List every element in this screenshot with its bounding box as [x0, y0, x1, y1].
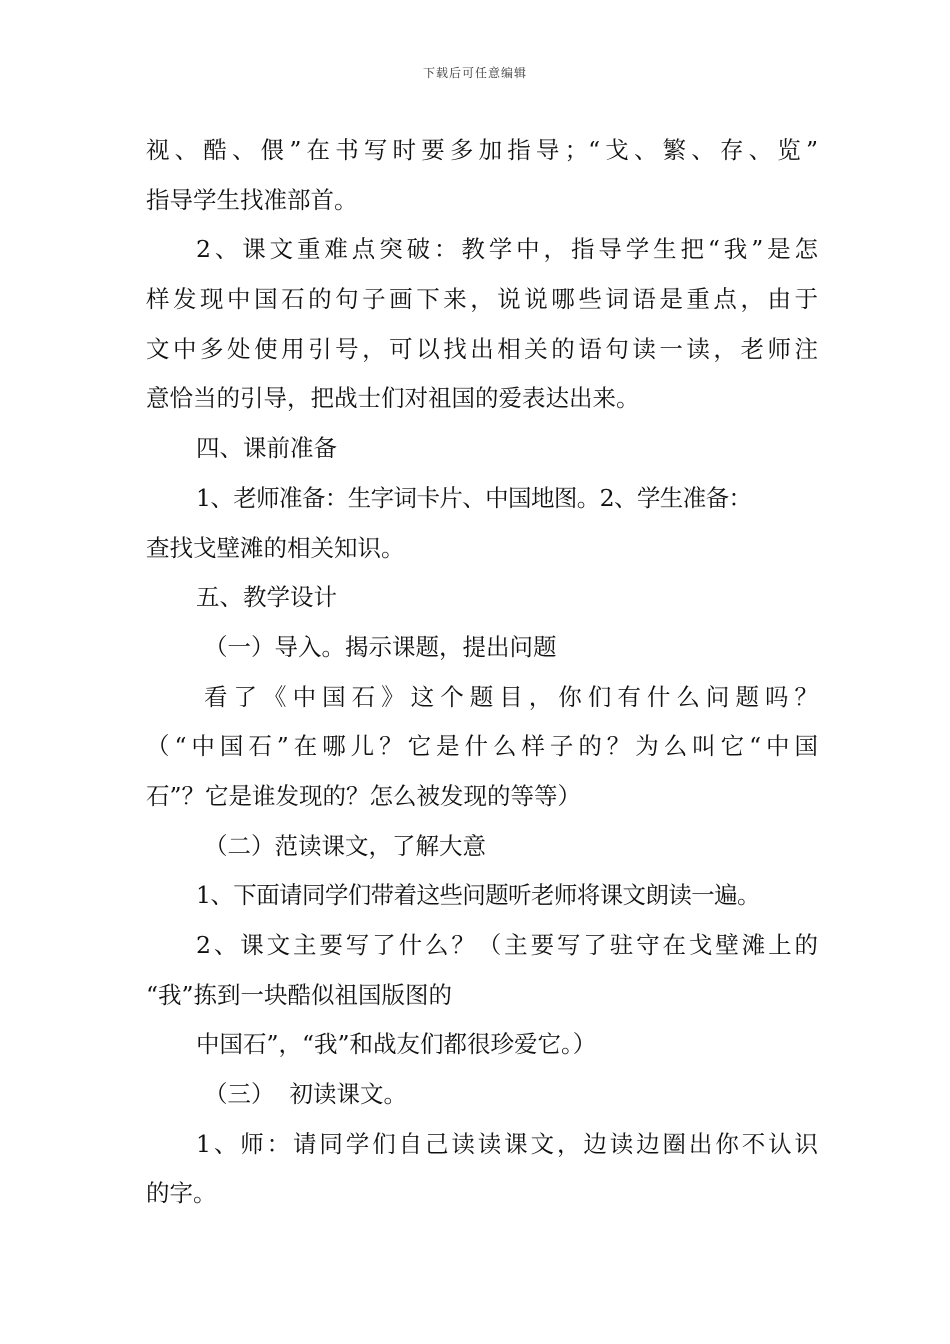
page-header: 下载后可任意编辑	[422, 66, 527, 80]
text-line: 2、课文重难点突破：教学中，指导学生把“我”是怎	[196, 235, 818, 264]
text-line: 1、师：请同学们自己读读课文，边读边圈出你不认识	[196, 1129, 818, 1158]
text-line: 指导学生找准部首。	[146, 185, 358, 214]
section-heading: 四、课前准备	[196, 434, 337, 463]
subsection-heading: （一）导入。揭示课题，提出问题	[204, 632, 557, 661]
text-line: 视、酷、偎”在书写时要多加指导；“戈、繁、存、览”	[146, 136, 818, 164]
text-line: 2、课文主要写了什么？（主要写了驻守在戈壁滩上的	[196, 931, 818, 959]
text-line: 意恰当的引导，把战士们对祖国的爱表达出来。	[146, 384, 640, 413]
text-line: 1、下面请同学们带着这些问题听老师将课文朗读一遍。	[196, 881, 760, 910]
text-line: 样发现中国石的句子画下来，说说哪些词语是重点，由于	[146, 285, 818, 314]
subsection-heading: （三） 初读课文。	[204, 1080, 407, 1109]
text-line: 中国石”，“我”和战友们都很珍爱它。）	[196, 1030, 597, 1059]
text-line: 的字。	[146, 1179, 217, 1208]
subsection-heading: （二）范读课文，了解大意	[204, 831, 486, 860]
text-line: 石”？它是谁发现的？怎么被发现的等等）	[146, 781, 582, 810]
text-line: “我”拣到一块酷似祖国版图的	[146, 980, 453, 1009]
text-line: 看了《中国石》这个题目，你们有什么问题吗？	[204, 682, 818, 711]
document-body	[146, 126, 818, 1219]
text-line: 1、老师准备：生字词卡片、中国地图。2、学生准备：	[196, 483, 752, 512]
section-heading: 五、教学设计	[196, 583, 337, 612]
text-line: 查找戈壁滩的相关知识。	[146, 533, 405, 562]
text-line: 文中多处使用引号，可以找出相关的语句读一读，老师注	[146, 334, 818, 363]
text-line: （“中国石”在哪儿？它是什么样子的？为么叫它“中国	[146, 732, 818, 761]
